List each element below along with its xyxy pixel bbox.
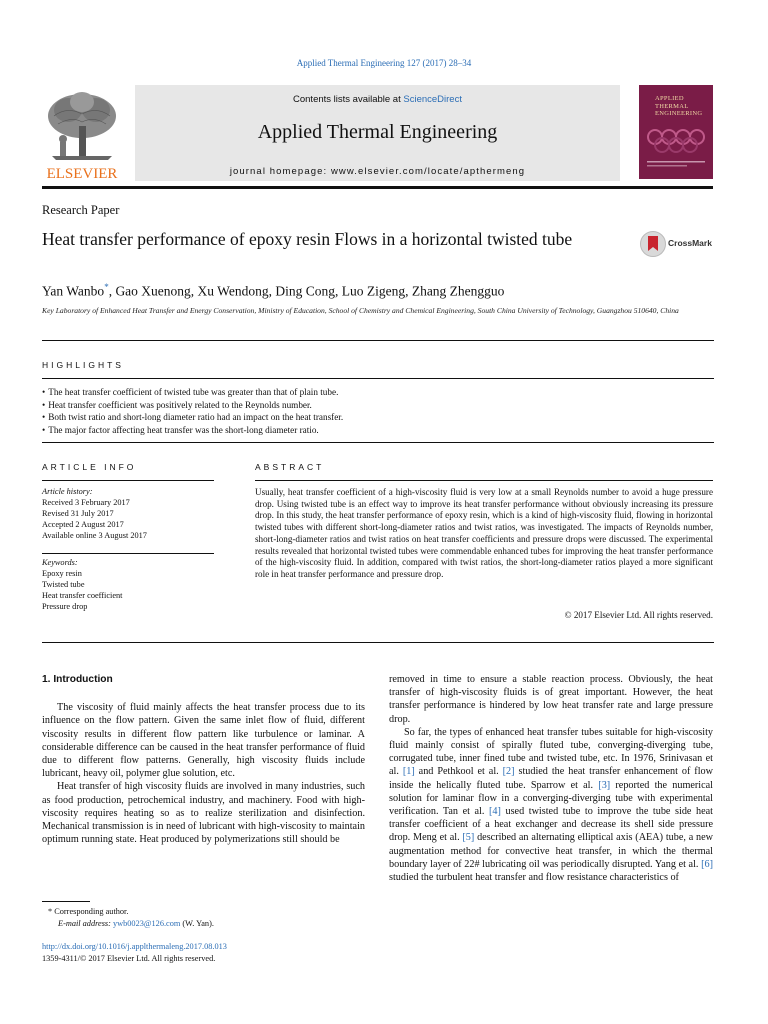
keyword: Epoxy resin <box>42 569 82 578</box>
body-left-column <box>42 673 365 846</box>
intro-paragraph: So far, the types of enhanced heat transfer tubes suitable for high-viscosity fluid mainly consist of spirally fluted tube, converging-diverging tube, corrugated tube, inner fined tube and twisted tube, etc. In 1976, Srinivasan et al. [1] and Pethkool et al. [2] studied the heat transfer enhancement of flow inside the helically fluted tube. Sparrow et al. [3] reported the numerical solution for laminar flow in a converging-diverging tube with experimental verification. Tan et al. [4] used twisted tube to improve the tube side heat transfer coefficient of a heat exchanger and decrease its shell side pressure drop. Meng et al. [5] described an alternating elliptical axis (AEA) tube, a new augmentation method for convective heat transfer, in which the thermal boundary layer of 22# lubricating oil was periodically disrupted. Yang et al. [6] studied the turbulent heat transfer and flow resistance characteristics of <box>389 726 713 884</box>
keyword: Heat transfer coefficient <box>42 591 123 600</box>
history-accepted: Accepted 2 August 2017 <box>42 520 124 529</box>
abstract-bottom-rule <box>42 642 714 643</box>
highlights-bottom-rule <box>42 442 714 443</box>
highlight-item: • Heat transfer coefficient was positively related to the Reynolds number. <box>42 399 714 412</box>
journal-cover-image[interactable] <box>639 85 713 179</box>
cover-pattern-icon <box>639 85 713 179</box>
journal-title: Applied Thermal Engineering <box>257 121 498 143</box>
issn-copyright: 1359-4311/© 2017 Elsevier Ltd. All rights reserved. <box>42 953 216 963</box>
header-divider <box>42 186 713 189</box>
section-heading-introduction: 1. Introduction <box>42 674 113 685</box>
footnote-rule <box>42 901 90 902</box>
highlights-list <box>42 386 714 436</box>
author-first[interactable]: Yan Wanbo <box>42 283 105 299</box>
article-history <box>42 486 214 541</box>
intro-paragraph: removed in time to ensure a stable reaction process. Obviously, the heat transfer of high-viscosity fluids is of great important. However, the heat transfer performance is hindered by low heat transfer rate and large pressure drop. <box>389 674 713 725</box>
intro-paragraph: Heat transfer of high viscosity fluids are involved in many industries, such as food production, petrochemical industry, and machinery. Food with high-viscosity requires heating so as to realize sterilization and disinfection. Mechanical transmission is in need of lubricant with high-viscosity to maintain optimum running state. Heat produced by polymerizations still should be <box>42 781 365 846</box>
author-affiliation: Key Laboratory of Enhanced Heat Transfer and Energy Conservation, Ministry of Education, School of Chemistry and Chemical Engineering, South China University of Technology, Guangzhou 510640, China <box>42 306 679 315</box>
footnote-mark: * <box>48 907 53 916</box>
author-email-link[interactable]: ywb0023@126.com <box>113 918 181 928</box>
citation-link[interactable]: [2] <box>502 766 515 778</box>
highlight-item: • Both twist ratio and short-long diameter ratio had an impact on the heat transfer. <box>42 411 714 424</box>
keywords <box>42 557 214 612</box>
corresponding-author-footnote <box>42 906 372 929</box>
citation-link[interactable]: [3] <box>598 779 611 791</box>
history-revised: Revised 31 July 2017 <box>42 509 114 518</box>
highlights-heading: HIGHLIGHTS <box>42 360 124 370</box>
sciencedirect-link[interactable]: ScienceDirect <box>403 94 462 105</box>
article-info-heading: ARTICLE INFO <box>42 462 137 472</box>
keyword: Pressure drop <box>42 602 88 611</box>
doi-link[interactable]: http://dx.doi.org/10.1016/j.applthermaleng.2017.08.013 <box>42 942 227 951</box>
article-info-rule <box>42 480 214 481</box>
abstract-text: Usually, heat transfer coefficient of a high-viscosity fluid is very low at a small Reynolds number to avoid a huge pressure drop. Using twisted tube is an effect way to improve its heat transfer performance without obviously increasing its pressure drop. In this study, the heat transfer performance of epoxy resin, which is a kind of high-viscosity fluid, flowing in horizontal twisted tubes with different short-long-diameter ratios and twist ratios, was investigated. The impacts of Reynolds number, short-long-diameter ratios and twist ratios on heat transfer coefficients and pressure drops were discussed. The experimental results revealed that horizontal twisted tubes were commendable enhanced tubes for improving the heat transfer performance of the high-viscosity fluid. In addition, compared with twist ratios, the short-long-diameter ratios played a more significant role in heat transfer performance and pressure drop. <box>255 487 713 579</box>
abstract-copyright: © 2017 Elsevier Ltd. All rights reserved. <box>564 610 713 620</box>
keyword: Twisted tube <box>42 580 85 589</box>
author-rest: , Gao Xuenong, Xu Wendong, Ding Cong, Luo Zigeng, Zhang Zhengguo <box>108 283 505 299</box>
cover-title: APPLIED THERMAL ENGINEERING <box>655 95 703 117</box>
crossmark-label: CrossMark <box>668 238 712 248</box>
elsevier-wordmark: ELSEVIER <box>46 166 118 182</box>
citation-link[interactable]: [1] <box>402 766 415 778</box>
intro-paragraph: The viscosity of fluid mainly affects the heat transfer process due to its influence on the flow pattern. Given the same inlet flow of fluid, different viscosity results in different flow pattern like turbulence or laminar. A considerable difference can be caused in the heat transfer performance of fluid due to different flow patterns. Generally, high viscosity fluids include lubricant, heavy oil, polymer glue solution, etc. <box>42 702 365 780</box>
author-list <box>42 282 504 300</box>
citation-link[interactable]: [6] <box>701 858 713 870</box>
journal-homepage-link[interactable]: journal homepage: www.elsevier.com/locate/apthermeng <box>229 166 526 177</box>
article-title: Heat transfer performance of epoxy resin Flows in a horizontal twisted tube <box>42 229 573 249</box>
corresponding-author-mark[interactable]: * <box>104 282 109 292</box>
contents-line <box>135 94 620 105</box>
highlight-item: • The heat transfer coefficient of twisted tube was greater than that of plain tube. <box>42 386 714 399</box>
article-history-label: Article history: <box>42 487 93 496</box>
article-type: Research Paper <box>42 203 120 217</box>
crossmark-icon <box>639 230 667 258</box>
journal-reference-link[interactable]: Applied Thermal Engineering 127 (2017) 28–34 <box>296 58 472 68</box>
highlights-top-rule <box>42 340 714 341</box>
elsevier-tree-icon <box>42 86 122 182</box>
highlight-item: • The major factor affecting heat transfer was the short-long diameter ratio. <box>42 424 714 437</box>
history-online: Available online 3 August 2017 <box>42 531 147 540</box>
email-label: E-mail address: <box>58 918 113 928</box>
history-received: Received 3 February 2017 <box>42 498 130 507</box>
contents-prefix: Contents lists available at <box>293 94 404 105</box>
citation-link[interactable]: [4] <box>489 806 501 818</box>
abstract-heading: ABSTRACT <box>255 462 325 472</box>
body-right-column <box>389 673 713 884</box>
citation-link[interactable]: [5] <box>462 832 475 844</box>
elsevier-logo <box>42 86 122 182</box>
keywords-label: Keywords: <box>42 558 78 567</box>
crossmark-button[interactable] <box>639 230 714 258</box>
email-suffix: (W. Yan). <box>180 918 214 928</box>
abstract-rule <box>255 480 713 481</box>
keywords-rule <box>42 553 214 554</box>
corresponding-author-label: Corresponding author. <box>54 907 129 916</box>
article-footer <box>42 941 442 964</box>
highlights-mid-rule <box>42 378 714 379</box>
